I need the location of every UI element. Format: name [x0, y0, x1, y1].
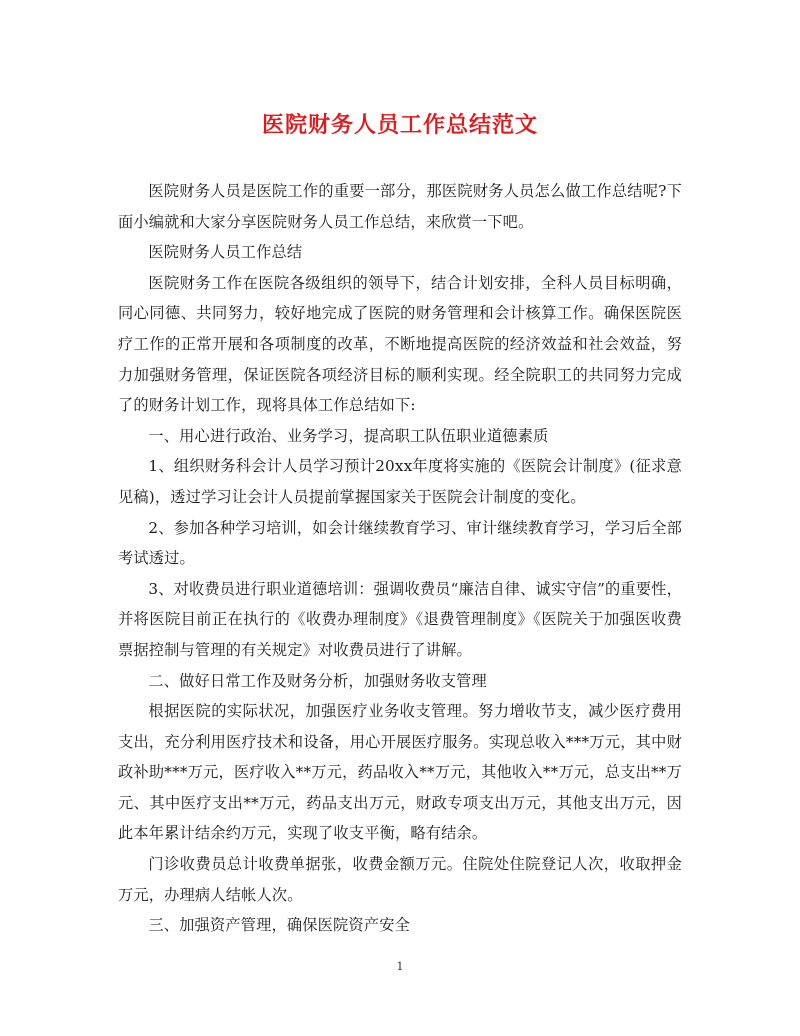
- section-heading-3: 三、加强资产管理，确保医院资产安全: [148, 916, 410, 935]
- list-item-1: 1、组织财务科会计人员学习预计20xx年度将实施的《医院会计制度》(征求意见稿)，透过学习让会计人员提前掌握国家关于医院会计制度的变化。: [118, 457, 682, 506]
- section-heading-1: 一、用心进行政治、业务学习，提高职工队伍职业道德素质: [148, 426, 549, 445]
- section-heading: 医院财务人员工作总结: [148, 243, 303, 262]
- list-item-3: 3、对收费员进行职业道德培训：强调收费员“廉洁自律、诚实守信”的重要性，并将医院目前正在执行的《收费办理制度》《退费管理制度》《医院关于加强医收费票据控制与管理的有关规定》对收费员进行了讲解。: [118, 579, 682, 659]
- body-paragraph-finance: 根据医院的实际状况，加强医疗业务收支管理。努力增收节支，减少医疗费用支出，充分利用医疗技术和设备，用心开展医疗服务。实现总收入***万元，其中财政补助***万元，医疗收入**万元，药品收入**万元，其他收入**万元，总支出**万元、其中医疗支出**万元，药品支出万元，财政专项支出万元，其他支出万元，因此本年累计结余约万元，实现了收支平衡，略有结余。: [118, 702, 682, 843]
- section-heading-2: 二、做好日常工作及财务分析，加强财务收支管理: [148, 671, 487, 690]
- intro-paragraph: 医院财务人员是医院工作的重要一部分，那医院财务人员怎么做工作总结呢?下面小编就和大家分享医院财务人员工作总结，来欣赏一下吧。: [118, 182, 682, 231]
- body-paragraph-cashier: 门诊收费员总计收费单据张，收费金额万元。住院处住院登记人次，收取押金万元，办理病人结帐人次。: [118, 855, 682, 904]
- list-item-2: 2、参加各种学习培训，如会计继续教育学习、审计继续教育学习，学习后全部考试透过。: [118, 518, 682, 568]
- document-body: [118, 176, 682, 941]
- page-number: 1: [396, 960, 404, 973]
- body-paragraph: 医院财务工作在医院各级组织的领导下，结合计划安排，全科人员目标明确，同心同德、共同努力，较好地完成了医院的财务管理和会计核算工作。确保医院医疗工作的正常开展和各项制度的改革，不断地提高医院的经济效益和社会效益，努力加强财务管理，保证医院各项经济目标的顺利实现。经全院职工的共同努力完成了的财务计划工作，现将具体工作总结如下:: [118, 273, 682, 415]
- document-title: 医院财务人员工作总结范文: [261, 112, 538, 138]
